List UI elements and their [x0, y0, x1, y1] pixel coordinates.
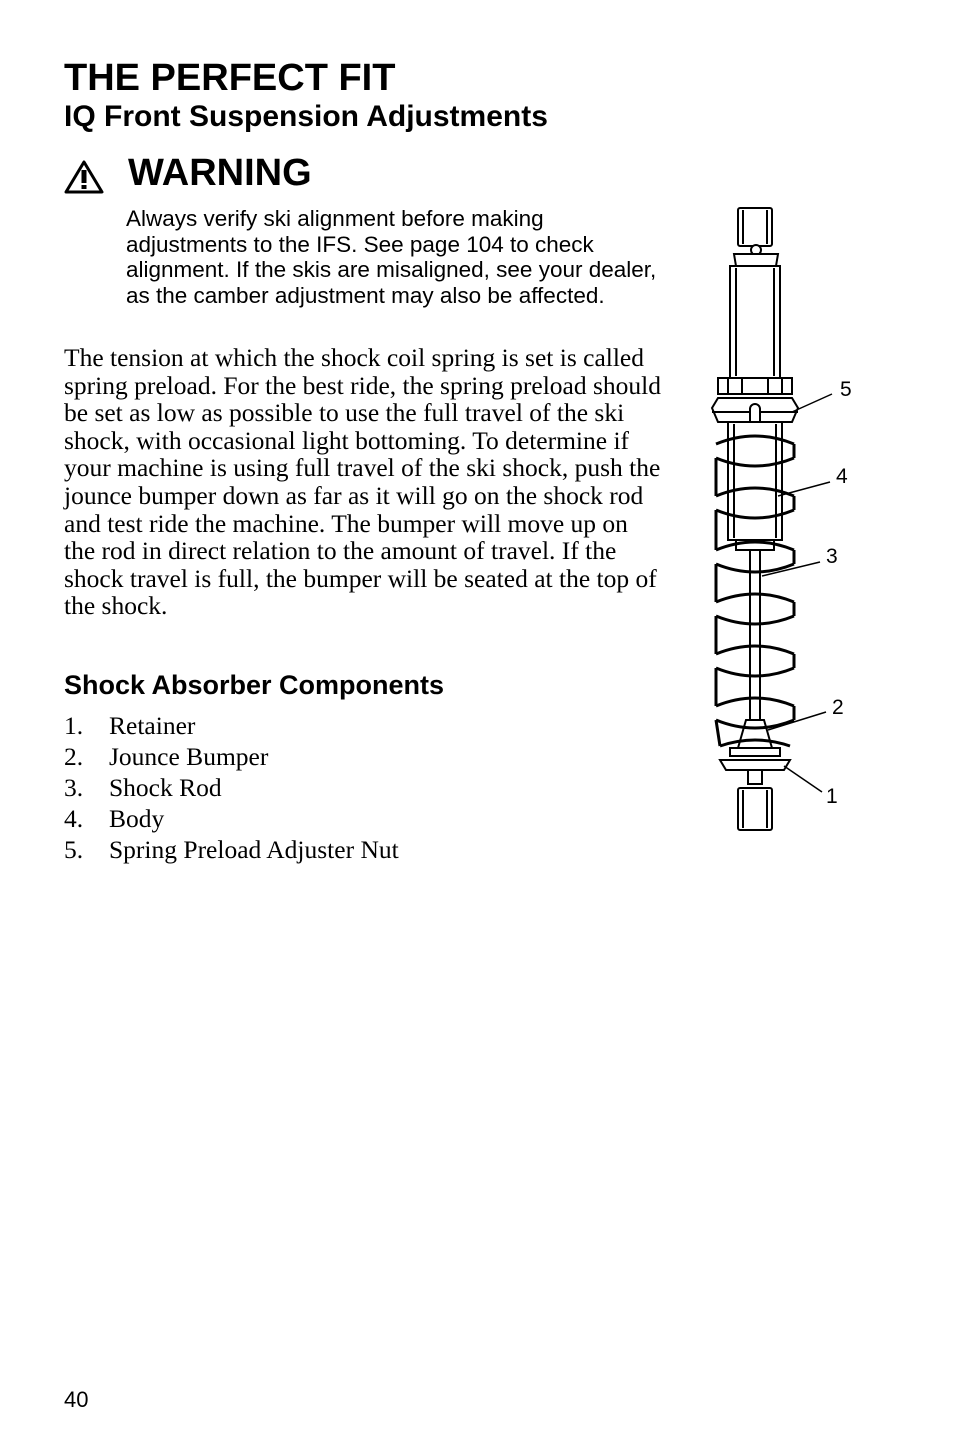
- upper-collar: [734, 254, 778, 266]
- bottom-eyelet: [738, 788, 772, 830]
- jounce-bumper: [738, 720, 772, 748]
- list-item-number: 3.: [64, 773, 84, 802]
- callout-1: 1: [826, 785, 838, 808]
- list-item-label: Shock Rod: [109, 773, 222, 802]
- warning-triangle-icon: [64, 160, 104, 194]
- shock-rod: [750, 550, 760, 720]
- top-eyelet: [738, 208, 772, 246]
- list-item: [64, 741, 399, 772]
- list-item-number: 2.: [64, 742, 84, 771]
- upper-tube: [730, 266, 780, 378]
- shock-absorber-diagram: [690, 200, 870, 850]
- list-item: [64, 710, 399, 741]
- list-item-number: 5.: [64, 835, 84, 864]
- callout-3: 3: [826, 545, 838, 568]
- list-item-label: Retainer: [109, 711, 196, 740]
- section-title: THE PERFECT FIT: [64, 57, 396, 99]
- shock-body: [728, 422, 782, 550]
- list-item: [64, 834, 399, 865]
- components-heading: Shock Absorber Components: [64, 670, 445, 700]
- warning-text: Always verify ski alignment before making adjustments to the IFS. See page 104 to check alignment. If the skis are misaligned, see your dealer, as the camber adjustment may also be affected.: [126, 206, 657, 308]
- retainer: [720, 748, 790, 784]
- list-item-number: 1.: [64, 711, 84, 740]
- list-item: [64, 772, 399, 803]
- list-item-number: 4.: [64, 804, 84, 833]
- warning-heading: WARNING: [128, 152, 312, 194]
- page-number: 40: [64, 1387, 89, 1412]
- section-subtitle: IQ Front Suspension Adjustments: [64, 100, 548, 133]
- callout-4: 4: [836, 465, 848, 488]
- list-item: [64, 803, 399, 834]
- spring-preload-adjuster-nut: [712, 378, 798, 426]
- list-item-label: Spring Preload Adjuster Nut: [109, 835, 399, 864]
- callout-5: 5: [840, 378, 852, 401]
- callout-2: 2: [832, 696, 844, 719]
- list-item-label: Body: [109, 804, 165, 833]
- body-paragraph: The tension at which the shock coil spring is set is called spring preload. For the best ride, the spring preload should be set as low as possible to use the full travel of the ski shock, with occasional light bottoming. To determine if your machine is using full travel of the ski shock, push the jounce bumper down as far as it will go on the shock rod and test ride the machine. The bumper will move up on the rod in direct relation to the amount of travel. If the shock travel is full, the bumper will be seated at the top of the shock.: [64, 343, 662, 621]
- list-item-label: Jounce Bumper: [109, 742, 269, 771]
- components-list: [64, 710, 399, 865]
